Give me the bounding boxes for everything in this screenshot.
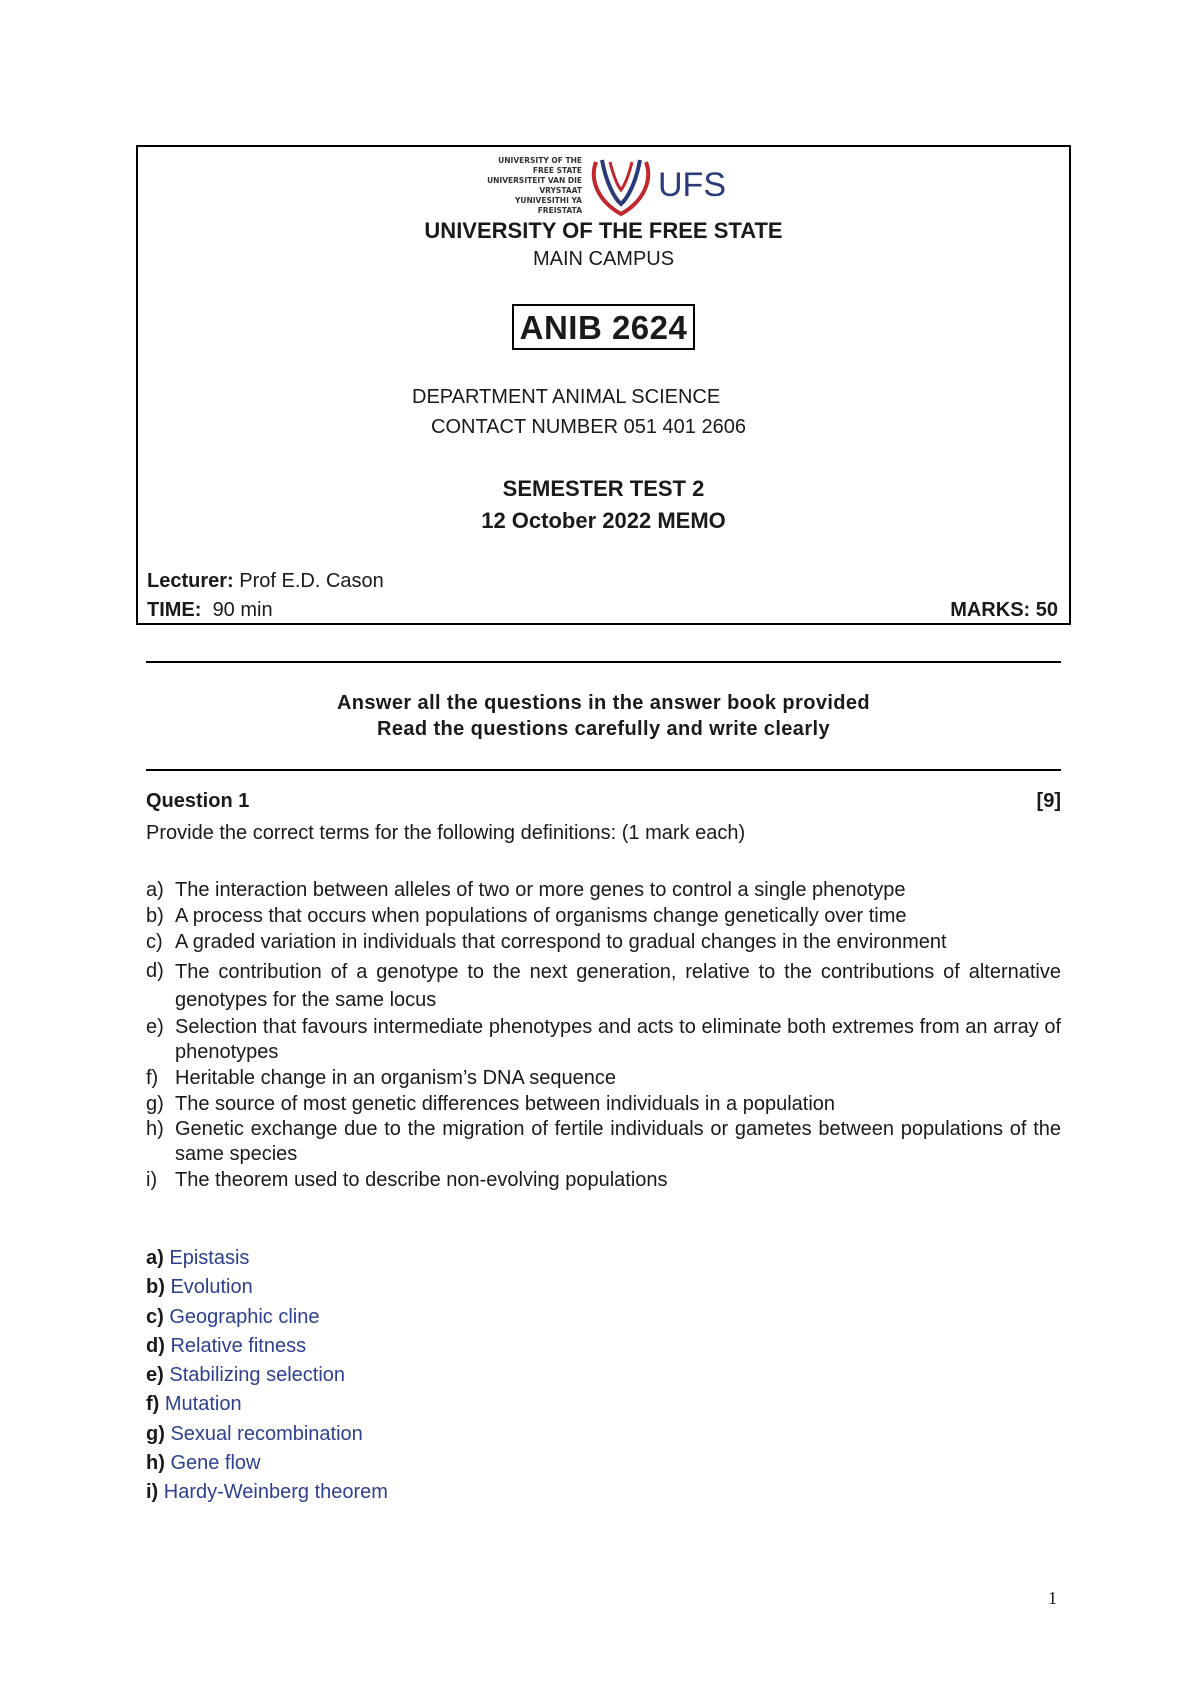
list-item: d) The contribution of a genotype to the next generation, relative to the contributions of alternative genotypes for the same locus [146,960,1061,1011]
contact-number: CONTACT NUMBER 051 401 2606 [431,416,746,438]
question-items [146,877,1061,1193]
list-item: g) The source of most genetic differences between individuals in a population [146,1093,836,1115]
answer-item: c) Geographic cline [146,1305,320,1328]
list-item: e) Selection that favours intermediate phenotypes and acts to eliminate both extremes from an array of phenotypes [146,1016,1061,1063]
answer-item: e) Stabilizing selection [146,1364,346,1387]
answer-item: f) Mutation [146,1393,242,1416]
department: DEPARTMENT ANIMAL SCIENCE [412,386,721,408]
logo-wordmark: UNIVERSITY OF THE FREE STATE UNIVERSITEIT VAN DIE VRYSTAAT YUNIVESITHI YA FREISTATA [487,156,582,215]
answer-item: g) Sexual recombination [146,1422,363,1445]
instruction-1: Answer all the questions in the answer book provided [336,692,871,714]
answer-item: a) Epistasis [146,1247,250,1269]
answer-item: h) Gene flow [146,1452,261,1475]
module-code: ANIB 2624 [512,304,696,350]
list-item: a) The interaction between alleles of two or more genes to control a single phenotype [146,879,906,901]
answer-item: i) Hardy-Weinberg theorem [146,1481,388,1504]
answer-item: b) Evolution [146,1276,253,1299]
list-item: b) A process that occurs when populations of organisms change genetically over time [146,905,907,927]
module-code-wrap [136,304,1071,350]
time-label: TIME: [147,599,202,621]
lecturer-label: Lecturer: [147,570,234,592]
logo-brand-text: UFS [658,166,726,204]
test-name: SEMESTER TEST 2 [502,476,705,501]
question-marks: [9] [1036,790,1061,812]
question-intro: Provide the correct terms for the following definitions: (1 mark each) [146,822,746,844]
question-title: Question 1 [146,790,250,812]
divider-bottom [146,769,1061,771]
list-item: h) Genetic exchange due to the migration of fertile individuals or gametes between populations of the same species [146,1118,1061,1165]
ufs-crest-icon [588,152,738,218]
list-item: f) Heritable change in an organism’s DNA sequence [146,1067,617,1089]
total-marks: MARKS: 50 [950,599,1058,621]
divider-top [146,661,1061,663]
page-number: 1 [1048,1588,1057,1608]
university-name: UNIVERSITY OF THE FREE STATE [424,218,783,243]
answer-list [146,1244,388,1508]
answer-item: d) Relative fitness [146,1334,307,1357]
list-item: c) A graded variation in individuals that correspond to gradual changes in the environment [146,931,947,953]
test-date: 12 October 2022 MEMO [481,508,726,533]
list-item: i) The theorem used to describe non-evolving populations [146,1169,668,1191]
lecturer-line [147,570,384,593]
ufs-logo [470,150,740,220]
time-line [147,599,273,622]
instruction-2: Read the questions carefully and write clearly [377,718,830,740]
lecturer-name: Prof E.D. Cason [239,570,384,592]
campus-name: MAIN CAMPUS [532,248,675,270]
time-value: 90 min [212,599,273,621]
